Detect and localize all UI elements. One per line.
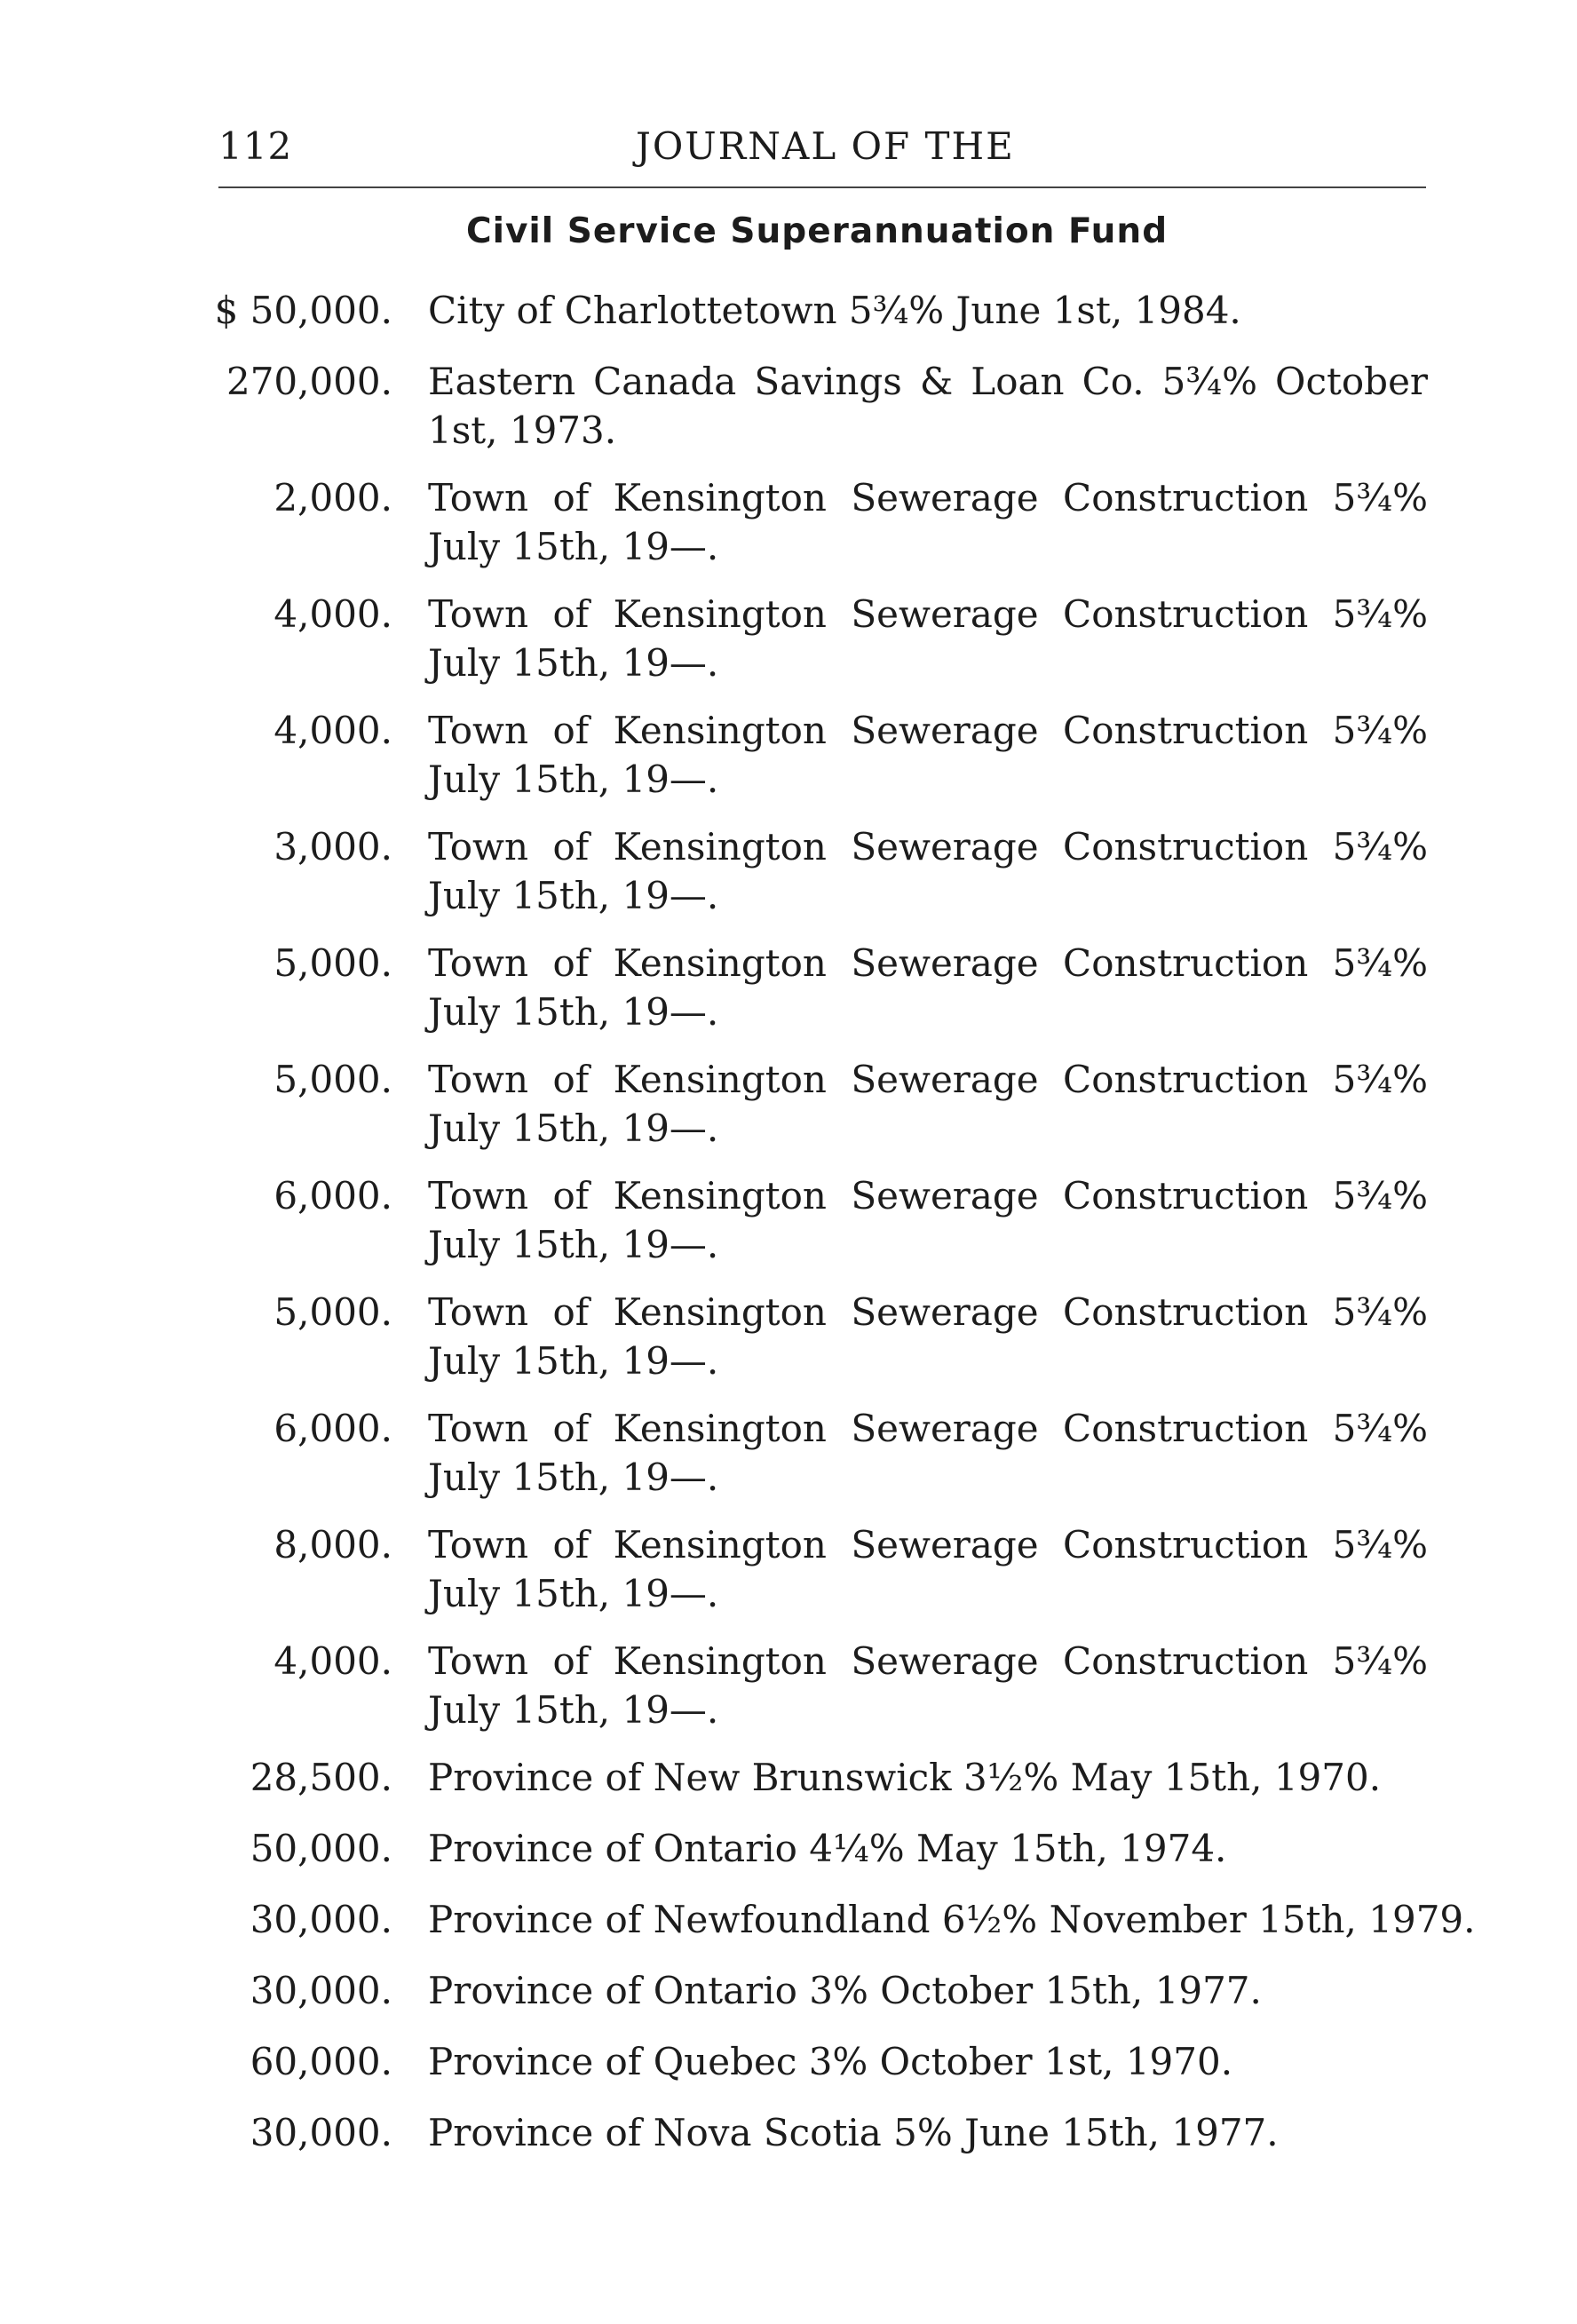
investment-entry	[0, 1520, 1577, 1637]
investment-entry	[0, 939, 1577, 1055]
entry-amount: 6,000.	[273, 1407, 392, 1450]
investment-entry	[0, 1895, 1577, 1966]
entry-amount: 4,000.	[273, 709, 392, 752]
header-rule	[218, 186, 1426, 188]
page-number: 112	[218, 124, 293, 168]
entry-description: Province of Ontario 4¼% May 15th, 1974.	[428, 1827, 1227, 1870]
entry-description: Town of Kensington Sewerage Construction 5¾% July 15th, 19—.	[428, 709, 1428, 801]
investment-entry	[0, 357, 1577, 473]
entry-amount: 60,000.	[250, 2040, 392, 2083]
investment-entry	[0, 2108, 1577, 2179]
entry-description: Province of Quebec 3% October 1st, 1970.	[428, 2040, 1233, 2083]
entry-amount: 5,000.	[273, 941, 392, 985]
investment-entry	[0, 1637, 1577, 1753]
investment-entry	[0, 706, 1577, 822]
entry-amount: $ 50,000.	[214, 289, 392, 332]
entry-description: Town of Kensington Sewerage Construction 5¾% July 15th, 19—.	[428, 1523, 1428, 1615]
investment-entry	[0, 822, 1577, 939]
entry-description: Province of New Brunswick 3½% May 15th, 1970.	[428, 1756, 1382, 1799]
investment-entry	[0, 1966, 1577, 2037]
entry-amount: 30,000.	[250, 1898, 392, 1941]
entry-amount: 30,000.	[250, 2111, 392, 2154]
investment-entry	[0, 1753, 1577, 1824]
investment-entry	[0, 1288, 1577, 1404]
investment-entry	[0, 1404, 1577, 1520]
investment-entry	[0, 1171, 1577, 1288]
entry-description: Town of Kensington Sewerage Construction 5¾% July 15th, 19—.	[428, 1174, 1428, 1266]
entry-amount: 4,000.	[273, 1639, 392, 1683]
entry-description: Town of Kensington Sewerage Construction 5¾% July 15th, 19—.	[428, 1639, 1428, 1732]
investment-entry	[0, 1824, 1577, 1895]
entry-description: Town of Kensington Sewerage Construction 5¾% July 15th, 19—.	[428, 476, 1428, 568]
entry-amount: 2,000.	[273, 476, 392, 520]
running-head	[218, 124, 1426, 178]
entry-amount: 3,000.	[273, 825, 392, 869]
investment-entry	[0, 2037, 1577, 2108]
entry-description: Eastern Canada Savings & Loan Co. 5¾% October 1st, 1973.	[428, 360, 1428, 452]
entry-description: Province of Ontario 3% October 15th, 1977.	[428, 1969, 1262, 2012]
entry-description: Town of Kensington Sewerage Construction 5¾% July 15th, 19—.	[428, 1407, 1428, 1499]
investment-entry	[0, 473, 1577, 590]
investment-entry	[0, 1055, 1577, 1171]
entry-description: Town of Kensington Sewerage Construction 5¾% July 15th, 19—.	[428, 592, 1428, 685]
section-title: Civil Service Superannuation Fund	[466, 211, 1169, 251]
entry-description: Town of Kensington Sewerage Construction 5¾% July 15th, 19—.	[428, 825, 1428, 917]
investment-entry	[0, 590, 1577, 706]
entry-description: Province of Newfoundland 6½% November 15th, 1979.	[428, 1898, 1476, 1941]
entry-amount: 4,000.	[273, 592, 392, 636]
investment-list	[0, 286, 1577, 2179]
entry-description: City of Charlottetown 5¾% June 1st, 1984.	[428, 289, 1241, 332]
entry-amount: 8,000.	[273, 1523, 392, 1567]
entry-amount: 5,000.	[273, 1290, 392, 1334]
entry-description: Town of Kensington Sewerage Construction 5¾% July 15th, 19—.	[428, 1290, 1428, 1383]
entry-amount: 5,000.	[273, 1058, 392, 1101]
entry-amount: 30,000.	[250, 1969, 392, 2012]
entry-description: Town of Kensington Sewerage Construction 5¾% July 15th, 19—.	[428, 941, 1428, 1034]
entry-amount: 28,500.	[250, 1756, 392, 1799]
entry-description: Town of Kensington Sewerage Construction 5¾% July 15th, 19—.	[428, 1058, 1428, 1150]
entry-amount: 6,000.	[273, 1174, 392, 1218]
entry-amount: 270,000.	[226, 360, 392, 403]
journal-title: JOURNAL OF THE	[636, 124, 1015, 168]
investment-entry	[0, 286, 1577, 357]
entry-description: Province of Nova Scotia 5% June 15th, 1977.	[428, 2111, 1279, 2154]
entry-amount: 50,000.	[250, 1827, 392, 1870]
